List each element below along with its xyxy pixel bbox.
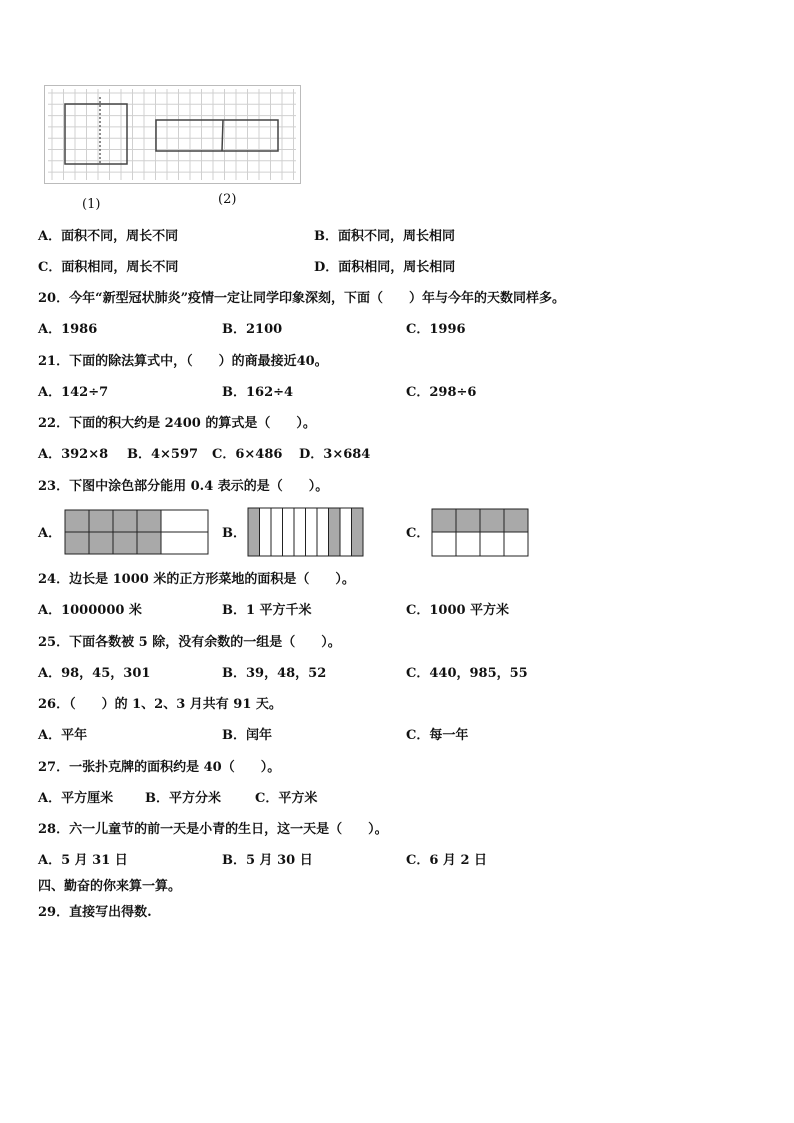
q21-option-b[interactable]: B．162÷4 [222, 385, 294, 400]
q19-option-a[interactable]: A．面积不同，周长不同 [38, 229, 179, 244]
q24-option-c[interactable]: C．1000 平方米 [406, 603, 510, 618]
q24-stem: 24．边长是 1000 米的正方形菜地的面积是（ ）。 [38, 572, 355, 587]
q25-option-c[interactable]: C．440，985，55 [406, 666, 528, 681]
q27-stem: 27．一张扑克牌的面积约是 40（ ）。 [38, 760, 281, 775]
q23-b-strip [294, 508, 306, 556]
q25-option-a[interactable]: A．98，45，301 [38, 666, 151, 681]
q23-b-strip [283, 508, 295, 556]
q24-option-a[interactable]: A．1000000 米 [38, 603, 142, 618]
q27-option-a[interactable]: A．平方厘米 [38, 791, 114, 806]
q22-option-c[interactable]: C．6×486 [212, 447, 283, 462]
q23-b-strip [248, 508, 260, 556]
q28-option-a[interactable]: A．5 月 31 日 [38, 853, 128, 868]
figure-label-2: (2) [218, 192, 237, 207]
q23-figure-a [64, 509, 210, 557]
q26-option-b[interactable]: B．闰年 [222, 728, 272, 743]
q23-b-strip [352, 508, 364, 556]
q20-option-b[interactable]: B．2100 [222, 322, 283, 337]
q23-b-strip [329, 508, 341, 556]
q26-option-a[interactable]: A．平年 [38, 728, 88, 743]
q19-option-c[interactable]: C．面积相同，周长不同 [38, 260, 179, 275]
q22-option-d[interactable]: D．3×684 [299, 447, 371, 462]
figure-label-1: (1) [82, 197, 101, 212]
q23-b-strip [317, 508, 329, 556]
q28-option-b[interactable]: B．5 月 30 日 [222, 853, 313, 868]
shape-2 [156, 120, 278, 151]
q23-figure-c [431, 508, 531, 558]
q20-option-a[interactable]: A．1986 [38, 322, 98, 337]
section-4-heading: 四、勤奋的你来算一算。 [38, 879, 182, 894]
q23-b-strip [340, 508, 352, 556]
grid-diagram [44, 85, 304, 185]
q23-option-a[interactable]: A． [38, 526, 62, 541]
q23-b-strip [260, 508, 272, 556]
q19-option-d[interactable]: D．面积相同，周长相同 [314, 260, 456, 275]
q27-option-b[interactable]: B．平方分米 [145, 791, 221, 806]
shape-1 [65, 104, 127, 164]
shape-2-divider [222, 120, 223, 151]
q29-stem: 29．直接写出得数. [38, 905, 152, 920]
q20-option-c[interactable]: C．1996 [406, 322, 466, 337]
q19-figure [44, 85, 304, 189]
q21-stem: 21．下面的除法算式中，（ ）的商最接近40。 [38, 354, 328, 369]
q28-stem: 28．六一儿童节的前一天是小青的生日，这一天是（ ）。 [38, 822, 388, 837]
q20-stem: 20．今年“新型冠状肺炎”疫情一定让同学印象深刻，下面（ ）年与今年的天数同样多。 [38, 291, 566, 306]
q22-option-b[interactable]: B．4×597 [127, 447, 199, 462]
q23-option-c[interactable]: C． [406, 526, 430, 541]
q23-b-strip [271, 508, 283, 556]
q25-option-b[interactable]: B．39，48，52 [222, 666, 327, 681]
q22-option-a[interactable]: A．392×8 [38, 447, 109, 462]
q23-figure-b [247, 507, 365, 559]
q27-option-c[interactable]: C．平方米 [255, 791, 318, 806]
q25-stem: 25．下面各数被 5 除，没有余数的一组是（ ）。 [38, 635, 341, 650]
q22-stem: 22．下面的积大约是 2400 的算式是（ ）。 [38, 416, 316, 431]
q23-b-strip [306, 508, 318, 556]
q19-option-b[interactable]: B．面积不同，周长相同 [314, 229, 455, 244]
q26-option-c[interactable]: C．每一年 [406, 728, 469, 743]
q24-option-b[interactable]: B．1 平方千米 [222, 603, 312, 618]
q23-option-b[interactable]: B． [222, 526, 246, 541]
q21-option-a[interactable]: A．142÷7 [38, 385, 109, 400]
q28-option-c[interactable]: C．6 月 2 日 [406, 853, 488, 868]
q21-option-c[interactable]: C．298÷6 [406, 385, 477, 400]
q23-stem: 23．下图中涂色部分能用 0.4 表示的是（ ）。 [38, 479, 329, 494]
q26-stem: 26．（ ）的 1、2、3 月共有 91 天。 [38, 697, 282, 712]
